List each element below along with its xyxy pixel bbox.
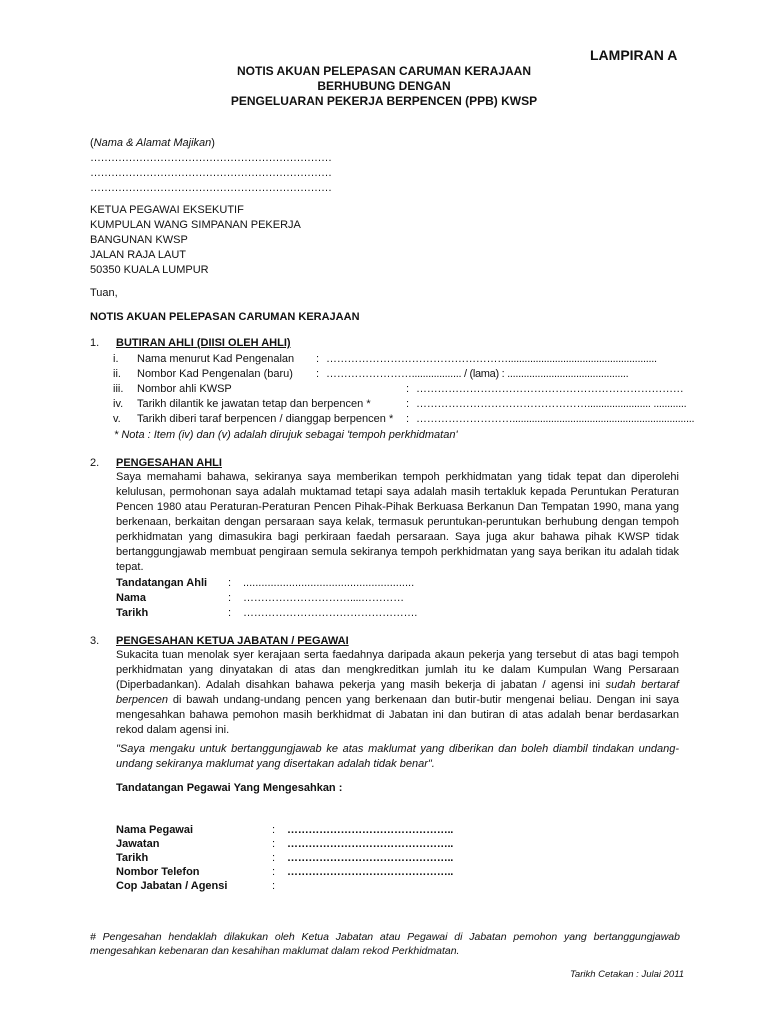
item-label: Tarikh diberi taraf berpencen / dianggap berpencen * bbox=[137, 413, 394, 425]
stamp-label: Cop Jabatan / Agensi bbox=[116, 880, 228, 892]
section-1-heading: BUTIRAN AHLI (DIISI OLEH AHLI) bbox=[116, 337, 291, 349]
item-label: Nama menurut Kad Pengenalan bbox=[137, 353, 295, 365]
member-date-field[interactable]: …………………………………………. bbox=[243, 607, 417, 619]
officer-date-label: Tarikh bbox=[116, 852, 149, 864]
item-number: iv. bbox=[113, 398, 124, 410]
employer-dots-2[interactable]: …………………………………………………………… bbox=[90, 167, 332, 179]
employer-dots-1[interactable]: …………………………………………………………… bbox=[90, 152, 332, 164]
pensionable-date-field[interactable]: ……………………….................................................................. bbox=[416, 413, 695, 425]
title-line-2: BERHUBUNG DENGAN bbox=[317, 79, 451, 93]
item-colon: : bbox=[316, 353, 320, 365]
field-colon: : bbox=[228, 607, 232, 619]
field-colon: : bbox=[272, 838, 276, 850]
section-3-body-text: Sukacita tuan menolak syer kerajaan serta faedahnya daripada akaun pekerja yang tersebut di atas bagi tempoh perkhidmatan yang dinyatakan di atas dan mengkreditkan jumlah itu ke dalam Kumpulan Wang Persaraan (Diperbadankan). Adalah disahkan bahawa pekerja yang masih bekerja di jabatan / agensi ini bbox=[116, 649, 679, 691]
ic-number-field[interactable]: …………………….................. / (lama) : ............................................ bbox=[326, 368, 629, 380]
item-number: iii. bbox=[113, 383, 124, 395]
section-3-body-text-end: di bawah undang-undang pencen yang berkenaan dan butir-butir mengenai beliau. Dengan ini saya mengesahkan bahawa pemohon masih berkhidmat di Jabatan ini dan butiran di atas adalah benar berdasarkan rekod dalam agensi ini. bbox=[116, 694, 679, 736]
item-label: Tarikh dilantik ke jawatan tetap dan berpencen * bbox=[137, 398, 371, 410]
item-number: ii. bbox=[113, 368, 121, 380]
item-colon: : bbox=[406, 413, 410, 425]
field-colon: : bbox=[272, 866, 276, 878]
section-2-number: 2. bbox=[90, 457, 100, 469]
member-name-sign-field[interactable]: …………………………....………… bbox=[243, 592, 404, 604]
employer-dots-3[interactable]: …………………………………………………………… bbox=[90, 182, 332, 194]
recipient-line: JALAN RAJA LAUT bbox=[90, 249, 186, 261]
employer-close-paren: ) bbox=[211, 137, 215, 149]
item-label: Nombor Kad Pengenalan (baru) bbox=[137, 368, 293, 380]
member-signature-field[interactable]: ........................................................ bbox=[243, 577, 415, 589]
footnote: # Pengesahan hendaklah dilakukan oleh Ketua Jabatan atau Pegawai di Jabatan pemohon yang bertanggungjawab mengesahkan kebenaran dan kesahihan maklumat dalam rekod Perkhidmatan. bbox=[90, 931, 680, 957]
item-number: i. bbox=[113, 353, 119, 365]
employer-label-text: Nama & Alamat Majikan bbox=[93, 137, 212, 149]
name-label: Nama bbox=[116, 592, 146, 604]
section-3-body-italic: sudah bertaraf berpencen bbox=[116, 679, 679, 706]
officer-position-field[interactable]: ……………………………………….. bbox=[287, 838, 454, 850]
position-label: Jawatan bbox=[116, 838, 160, 850]
officer-signature-label: Tandatangan Pegawai Yang Mengesahkan : bbox=[116, 782, 343, 794]
recipient-line: KUMPULAN WANG SIMPANAN PEKERJA bbox=[90, 219, 301, 231]
print-date: Tarikh Cetakan : Julai 2011 bbox=[570, 969, 685, 980]
recipient-line: BANGUNAN KWSP bbox=[90, 234, 188, 246]
signature-label: Tandatangan Ahli bbox=[116, 577, 208, 589]
salutation: Tuan, bbox=[90, 287, 118, 299]
section-2-body: Saya memahami bahawa, sekiranya saya memberikan tempoh perkhidmatan yang tidak tepat dan diperolehi kelulusan, permohonan saya adalah muktamad tetapi saya adalah masih tertakluk kepada Peruntukan Peraturan Pencen 1980 atau Peraturan-Peraturan Pencen Pihak-Pihak Berkuasa Berkanun Dan Tempatan 1990, mana yang berkenaan, berkaitan dengan persaraan saya kelak, termasuk peruntukan-peruntukan berhubung dengan tempoh perkhidmatan yang dimasukira bagi perkiraan faedah persaraan. Saya juga akur bahawa pihak KWSP tidak bertanggungjawab membuat pengiraan semula sekiranya tempoh perkhidmatan yang saya berikan itu adalah tidak tepat. bbox=[116, 471, 679, 573]
officer-name-label: Nama Pegawai bbox=[116, 824, 194, 836]
kwsp-member-number-field[interactable]: ………………………………………………………………… bbox=[416, 383, 684, 395]
section-3-body bbox=[116, 648, 679, 738]
title-line-3: PENGELUARAN PEKERJA BERPENCEN (PPB) KWSP bbox=[230, 94, 538, 108]
subject-heading: NOTIS AKUAN PELEPASAN CARUMAN KERAJAAN bbox=[90, 311, 360, 323]
item-colon: : bbox=[316, 368, 320, 380]
item-number: v. bbox=[113, 413, 121, 425]
phone-label: Nombor Telefon bbox=[116, 866, 200, 878]
field-colon: : bbox=[272, 852, 276, 864]
field-colon: : bbox=[228, 577, 232, 589]
title-line-1: NOTIS AKUAN PELEPASAN CARUMAN KERAJAAN bbox=[236, 64, 531, 78]
section-3-heading: PENGESAHAN KETUA JABATAN / PEGAWAI bbox=[116, 635, 349, 647]
section-3-number: 3. bbox=[90, 635, 100, 647]
employer-open-paren: ( bbox=[90, 137, 94, 149]
appendix-label: LAMPIRAN A bbox=[590, 47, 678, 63]
date-label: Tarikh bbox=[116, 607, 149, 619]
declaration-quote: "Saya mengaku untuk bertanggungjawab ke atas maklumat yang diberikan dan boleh diambil tindakan undang-undang sekiranya maklumat yang disertakan adalah tidak benar". bbox=[116, 743, 679, 770]
officer-phone-field[interactable]: ……………………………………….. bbox=[287, 866, 454, 878]
employer-label bbox=[90, 136, 215, 151]
recipient-line: 50350 KUALA LUMPUR bbox=[90, 264, 209, 276]
section-2-heading: PENGESAHAN AHLI bbox=[116, 457, 222, 469]
field-colon: : bbox=[272, 824, 276, 836]
officer-date-field[interactable]: ……………………………………….. bbox=[287, 852, 454, 864]
item-colon: : bbox=[406, 383, 410, 395]
recipient-line: KETUA PEGAWAI EKSEKUTIF bbox=[90, 204, 244, 216]
section-1-note: * Nota : Item (iv) dan (v) adalah dirujuk sebagai 'tempoh perkhidmatan' bbox=[114, 429, 458, 441]
item-label: Nombor ahli KWSP bbox=[137, 383, 232, 395]
department-stamp-field[interactable] bbox=[287, 879, 487, 893]
field-colon: : bbox=[228, 592, 232, 604]
appointment-date-field[interactable]: …………………………………………....................... ............ bbox=[416, 398, 687, 410]
section-1-number: 1. bbox=[90, 337, 100, 349]
item-colon: : bbox=[406, 398, 410, 410]
member-name-field[interactable]: ……………………………………………...................................................... bbox=[326, 353, 657, 365]
officer-name-field[interactable]: ……………………………………….. bbox=[287, 824, 454, 836]
field-colon: : bbox=[272, 880, 276, 892]
